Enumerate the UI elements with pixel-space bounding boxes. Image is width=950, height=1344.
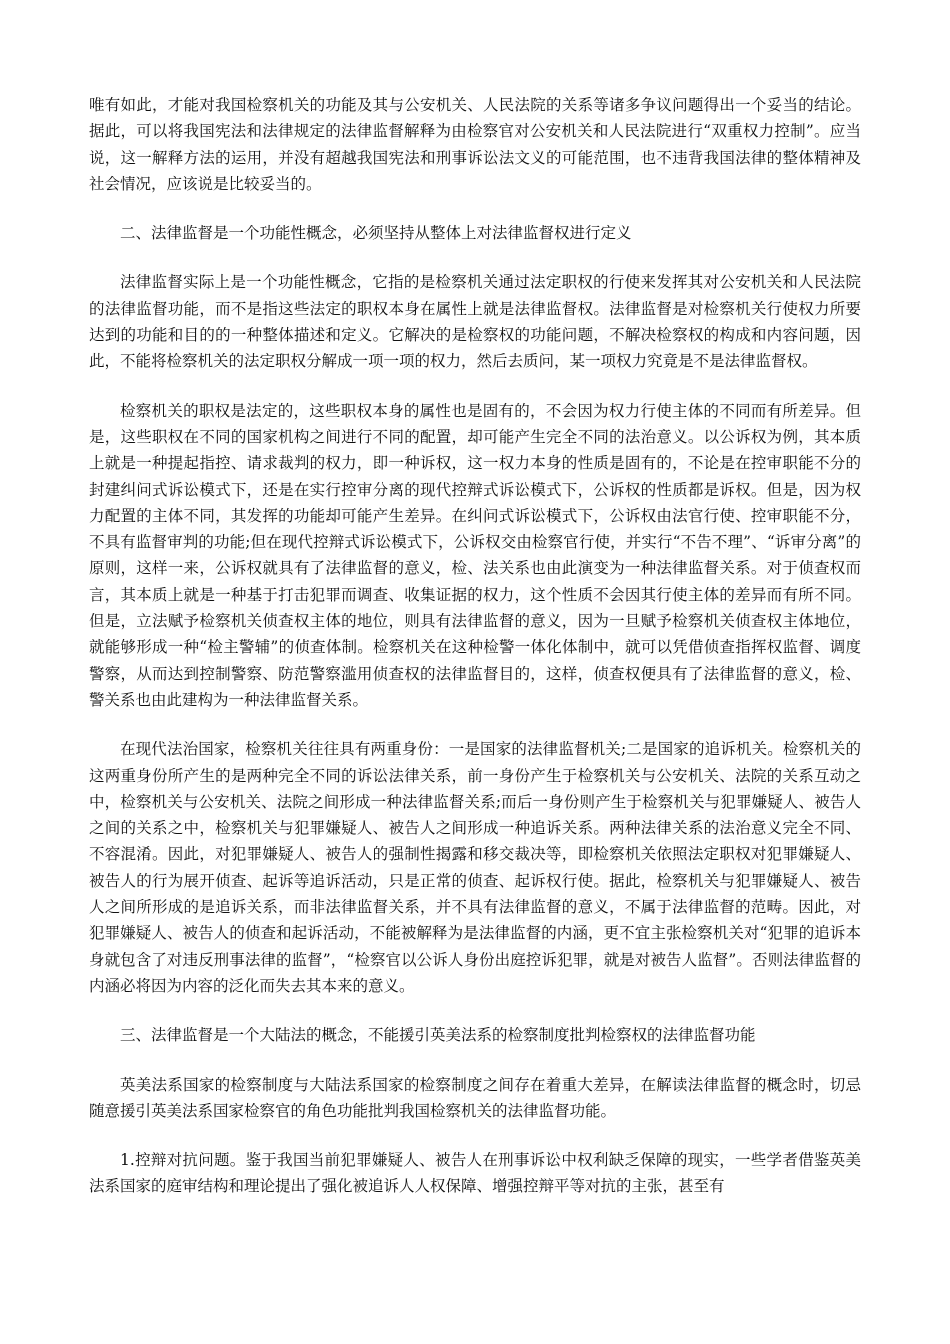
paragraph-adversarial-issue: 1.控辩对抗问题。鉴于我国当前犯罪嫌疑人、被告人在刑事诉讼中权利缺乏保障的现实，一些学者借鉴英美法系国家的庭审结构和理论提出了强化被追诉人人权保障、增强控辩平等对抗的主张，甚至有 <box>89 1151 861 1196</box>
section-heading-2: 二、法律监督是一个功能性概念，必须坚持从整体上对法律监督权进行定义 <box>120 224 632 243</box>
section-heading-3: 三、法律监督是一个大陆法的概念，不能援引英美法系的检察制度批判检察权的法律监督功能 <box>120 1026 756 1045</box>
paragraph-intro: 唯有如此，才能对我国检察机关的功能及其与公安机关、人民法院的关系等诸多争议问题得出一个妥当的结论。据此，可以将我国宪法和法律规定的法律监督解释为由检察官对公安机关和人民法院进行“双重权力控制”。应当说，这一解释方法的运用，并没有超越我国宪法和刑事诉讼法文义的可能范围，也不违背我国法律的整体精神及社会情况，应该说是比较妥当的。 <box>89 96 861 193</box>
paragraph-functional-concept: 法律监督实际上是一个功能性概念，它指的是检察机关通过法定职权的行使来发挥其对公安机关和人民法院的法律监督功能，而不是指这些法定的职权本身在属性上就是法律监督权。法律监督是对检察机关行使权力所要达到的功能和目的的一种整体描述和定义。它解决的是检察权的功能问题，不解决检察权的构成和内容问题，因此，不能将检察机关的法定职权分解成一项一项的权力，然后去质问，某一项权力究竟是不是法律监督权。 <box>89 273 861 371</box>
paragraph-dual-identity: 在现代法治国家，检察机关往往具有两重身份：一是国家的法律监督机关;二是国家的追诉机关。检察机关的这两重身份所产生的是两种完全不同的诉讼法律关系，前一身份产生于检察机关与公安机关、法院的关系互动之中，检察机关与公安机关、法院之间形成一种法律监督关系;而后一身份则产生于检察机关与犯罪嫌疑人、被告人之间的关系之中，检察机关与犯罪嫌疑人、被告人之间形成一种追诉关系。两种法律关系的法治意义完全不同、不容混淆。因此，对犯罪嫌疑人、被告人的强制性揭露和移交裁决等，即检察机关依照法定职权对犯罪嫌疑人、被告人的行为展开侦查、起诉等追诉活动，只是正常的侦查、起诉权行使。据此，检察机关与犯罪嫌疑人、被告人之间所形成的是追诉关系，而非法律监督关系，并不具有法律监督的意义，不属于法律监督的范畴。因此，对犯罪嫌疑人、被告人的侦查和起诉活动，不能被解释为是法律监督的内涵，更不宜主张检察机关对“犯罪的追诉本身就包含了对违反刑事法律的监督”，“检察官以公诉人身份出庭控诉犯罪，就是对被告人监督”。否则法律监督的内涵必将因为内容的泛化而失去其本来的意义。 <box>89 740 861 995</box>
paragraph-statutory-powers: 检察机关的职权是法定的，这些职权本身的属性也是固有的，不会因为权力行使主体的不同而有所差异。但是，这些职权在不同的国家机构之间进行不同的配置，却可能产生完全不同的法治意义。以公诉权为例，其本质上就是一种提起指控、请求裁判的权力，即一种诉权，这一权力本身的性质是固有的，不论是在控审职能不分的封建纠问式诉讼模式下，还是在实行控审分离的现代控辩式诉讼模式下，公诉权的性质都是诉权。但是，因为权力配置的主体不同，其发挥的功能却可能产生差异。在纠问式诉讼模式下，公诉权由法官行使、控审职能不分，不具有监督审判的功能;但在现代控辩式诉讼模式下，公诉权交由检察官行使，并实行“不告不理”、“诉审分离”的原则，这样一来，公诉权就具有了法律监督的意义，检、法关系也由此演变为一种法律监督关系。对于侦查权而言，其本质上就是一种基于打击犯罪而调查、收集证据的权力，这个性质不会因其行使主体的差异而有所不同。但是，立法赋予检察机关侦查权主体的地位，则具有法律监督的意义，因为一旦赋予检察机关侦查权主体地位，就能够形成一种“检主警辅”的侦查体制。检察机关在这种检警一体化体制中，就可以凭借侦查指挥权监督、调度警察，从而达到控制警察、防范警察滥用侦查权的法律监督目的，这样，侦查权便具有了法律监督的意义，检、警关系也由此建构为一种法律监督关系。 <box>89 401 861 709</box>
paragraph-common-law-difference: 英美法系国家的检察制度与大陆法系国家的检察制度之间存在着重大差异，在解读法律监督的概念时，切忌随意援引英美法系国家检察官的角色功能批判我国检察机关的法律监督功能。 <box>89 1075 861 1120</box>
document-page <box>89 92 861 1223</box>
